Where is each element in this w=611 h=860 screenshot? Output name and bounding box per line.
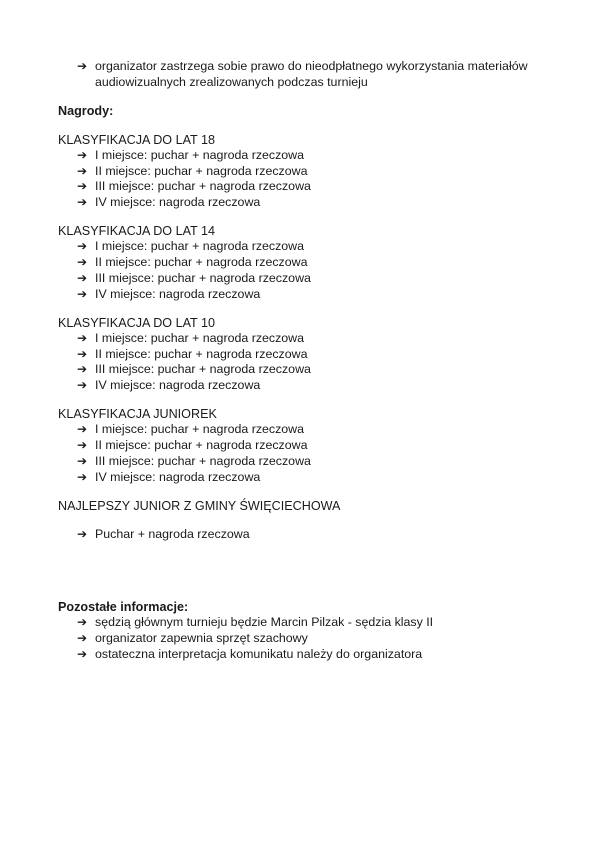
other-info-title: Pozostałe informacje: bbox=[58, 600, 189, 614]
list-item: ➔ II miejsce: puchar + nagroda rzeczowa bbox=[77, 438, 308, 452]
list-item: ➔ II miejsce: puchar + nagroda rzeczowa bbox=[77, 347, 308, 361]
list-item: ➔ Puchar + nagroda rzeczowa bbox=[77, 527, 250, 541]
arrow-right-icon: ➔ bbox=[77, 255, 88, 269]
arrow-right-icon: ➔ bbox=[77, 59, 88, 73]
arrow-right-icon: ➔ bbox=[77, 378, 88, 392]
intro-bullet bbox=[77, 59, 535, 90]
arrow-right-icon: ➔ bbox=[77, 347, 88, 361]
special-award-heading: NAJLEPSZY JUNIOR Z GMINY ŚWIĘCIECHOWA bbox=[58, 499, 341, 513]
arrow-right-icon: ➔ bbox=[77, 615, 88, 629]
list-item: ➔ I miejsce: puchar + nagroda rzeczowa bbox=[77, 422, 305, 436]
arrow-right-icon: ➔ bbox=[77, 239, 88, 253]
arrow-right-icon: ➔ bbox=[77, 195, 88, 209]
arrow-right-icon: ➔ bbox=[77, 470, 88, 484]
list-item: ➔ IV miejsce: nagroda rzeczowa bbox=[77, 378, 261, 392]
category-heading-u10: KLASYFIKACJA DO LAT 10 bbox=[58, 316, 216, 330]
list-item: ➔ I miejsce: puchar + nagroda rzeczowa bbox=[77, 331, 305, 345]
arrow-right-icon: ➔ bbox=[77, 331, 88, 345]
arrow-right-icon: ➔ bbox=[77, 527, 88, 541]
list-item: ➔ II miejsce: puchar + nagroda rzeczowa bbox=[77, 255, 308, 269]
arrow-right-icon: ➔ bbox=[77, 164, 88, 178]
arrow-right-icon: ➔ bbox=[77, 631, 88, 645]
arrow-right-icon: ➔ bbox=[77, 438, 88, 452]
list-item: ➔ III miejsce: puchar + nagroda rzeczowa bbox=[77, 179, 311, 193]
list-item: ➔ IV miejsce: nagroda rzeczowa bbox=[77, 470, 261, 484]
arrow-right-icon: ➔ bbox=[77, 148, 88, 162]
arrow-right-icon: ➔ bbox=[77, 454, 88, 468]
list-item: ➔ I miejsce: puchar + nagroda rzeczowa bbox=[77, 148, 305, 162]
list-item: ➔ II miejsce: puchar + nagroda rzeczowa bbox=[77, 164, 308, 178]
list-item: ➔ organizator zapewnia sprzęt szachowy bbox=[77, 631, 308, 645]
category-heading-u14: KLASYFIKACJA DO LAT 14 bbox=[58, 224, 216, 238]
arrow-right-icon: ➔ bbox=[77, 362, 88, 376]
prizes-title: Nagrody: bbox=[58, 104, 114, 118]
list-item: ➔ sędzią głównym turnieju będzie Marcin Pilzak - sędzia klasy II bbox=[77, 615, 434, 629]
list-item: ➔ I miejsce: puchar + nagroda rzeczowa bbox=[77, 239, 305, 253]
intro-bullet-text: organizator zastrzega sobie prawo do nieodpłatnego wykorzystania materiałów audiowizualnych zrealizowanych podczas turnieju bbox=[95, 59, 528, 89]
list-item: ➔ III miejsce: puchar + nagroda rzeczowa bbox=[77, 362, 311, 376]
arrow-right-icon: ➔ bbox=[77, 287, 88, 301]
list-item: ➔ IV miejsce: nagroda rzeczowa bbox=[77, 287, 261, 301]
arrow-right-icon: ➔ bbox=[77, 647, 88, 661]
list-item: ➔ III miejsce: puchar + nagroda rzeczowa bbox=[77, 271, 311, 285]
category-heading-juniorki: KLASYFIKACJA JUNIOREK bbox=[58, 407, 217, 421]
list-item: ➔ ostateczna interpretacja komunikatu należy do organizatora bbox=[77, 647, 423, 661]
category-heading-u18: KLASYFIKACJA DO LAT 18 bbox=[58, 133, 216, 147]
list-item: ➔ IV miejsce: nagroda rzeczowa bbox=[77, 195, 261, 209]
arrow-right-icon: ➔ bbox=[77, 422, 88, 436]
arrow-right-icon: ➔ bbox=[77, 271, 88, 285]
list-item: ➔ III miejsce: puchar + nagroda rzeczowa bbox=[77, 454, 311, 468]
arrow-right-icon: ➔ bbox=[77, 179, 88, 193]
